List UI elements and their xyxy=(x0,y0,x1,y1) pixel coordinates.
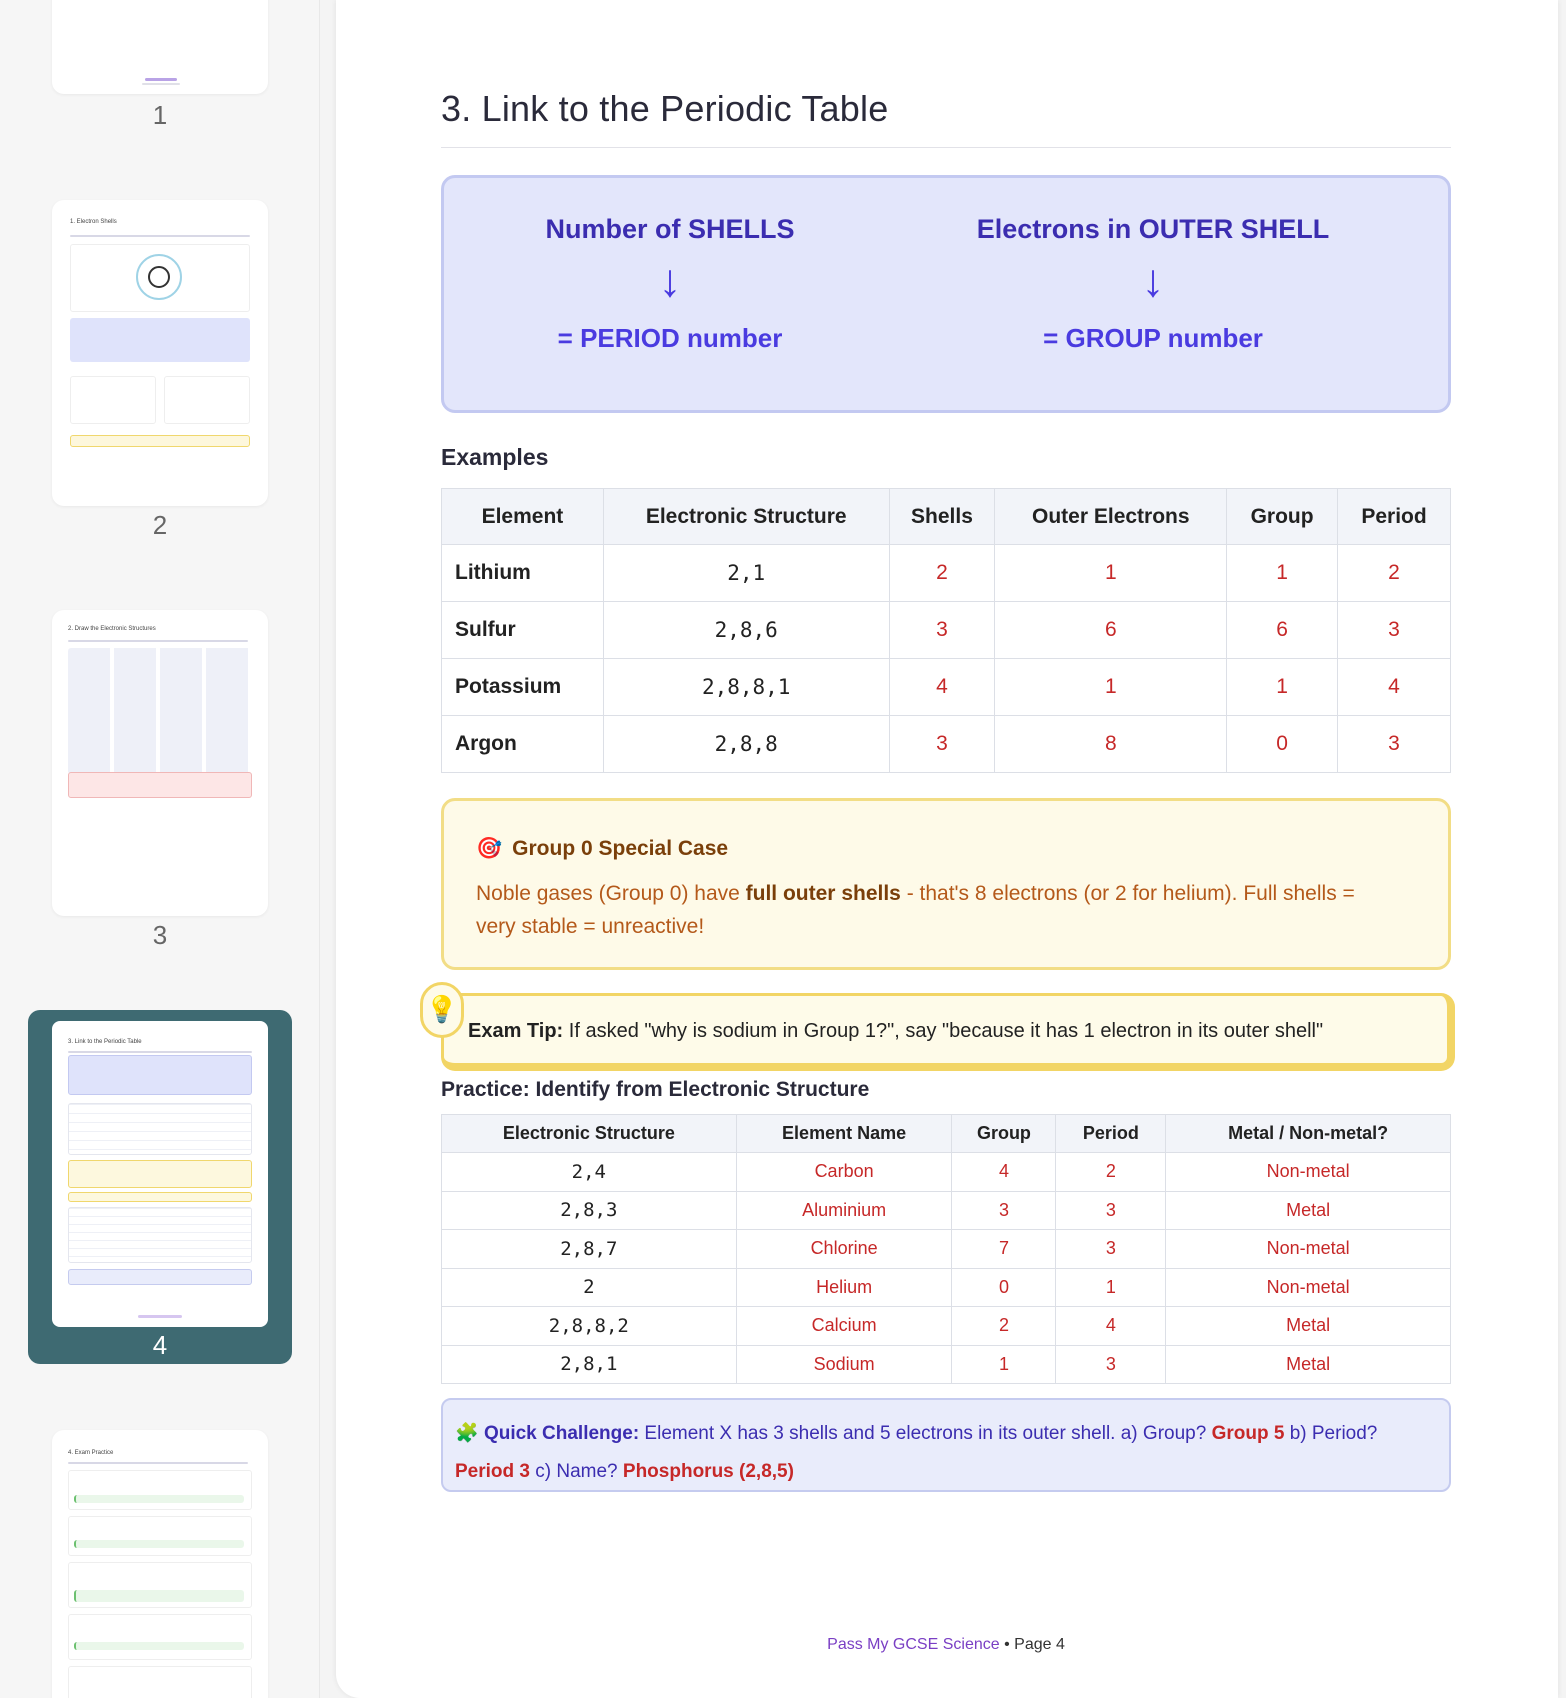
special-case-text xyxy=(476,877,1396,943)
examples-table xyxy=(441,488,1451,773)
thumbnail-title: 4. Exam Practice xyxy=(68,1450,114,1456)
element-name-cell: Aluminium xyxy=(736,1191,952,1230)
challenge-answer: Group 5 xyxy=(1211,1423,1285,1444)
element-name-cell: Helium xyxy=(736,1268,952,1307)
document-page xyxy=(336,0,1558,1698)
period-cell: 3 xyxy=(1338,716,1451,773)
element-name-cell: Sodium xyxy=(736,1345,952,1384)
shells-cell: 2 xyxy=(889,545,995,602)
puzzle-icon: 🧩 xyxy=(455,1423,479,1444)
group-cell: 1 xyxy=(952,1345,1056,1384)
challenge-text-part: Element X has 3 shells and 5 electrons in its outer shell. a) Group? xyxy=(639,1423,1212,1444)
exam-tip-box xyxy=(425,993,1455,1071)
table-row xyxy=(442,1230,1451,1269)
group-cell: 1 xyxy=(1227,659,1338,716)
period-cell: 3 xyxy=(1056,1230,1166,1269)
title-divider xyxy=(441,147,1451,148)
shells-column xyxy=(450,214,890,354)
column-header: Metal / Non-metal? xyxy=(1166,1115,1451,1153)
group-cell: 6 xyxy=(1227,602,1338,659)
metal-cell: Metal xyxy=(1166,1191,1451,1230)
table-row xyxy=(442,1307,1451,1346)
structure-cell: 2,8,8,2 xyxy=(442,1307,737,1346)
challenge-answer: Phosphorus (2,8,5) xyxy=(622,1461,794,1482)
down-arrow-icon: ↓ xyxy=(658,254,682,306)
special-text-part: - that's 8 electrons (or 2 for helium). Full shells = very stable = unreactive! xyxy=(476,882,1355,938)
table-row xyxy=(442,716,1451,773)
structure-cell: 2,8,8 xyxy=(603,716,889,773)
element-name-cell: Carbon xyxy=(736,1153,952,1192)
structure-cell: 2,8,1 xyxy=(442,1345,737,1384)
column-header: Electronic Structure xyxy=(442,1115,737,1153)
thumbnail-title: 2. Draw the Electronic Structures xyxy=(68,626,156,632)
metal-cell: Non-metal xyxy=(1166,1230,1451,1269)
element-name-cell: Chlorine xyxy=(736,1230,952,1269)
table-row xyxy=(442,1268,1451,1307)
group-cell: 0 xyxy=(1227,716,1338,773)
period-cell: 3 xyxy=(1056,1191,1166,1230)
page-footer xyxy=(441,1636,1451,1654)
table-row xyxy=(442,1153,1451,1192)
thumbnail-title: 3. Link to the Periodic Table xyxy=(68,1039,142,1045)
table-row xyxy=(442,545,1451,602)
element-name-cell: Calcium xyxy=(736,1307,952,1346)
element-cell: Lithium xyxy=(442,545,604,602)
period-cell: 3 xyxy=(1338,602,1451,659)
period-cell: 2 xyxy=(1056,1153,1166,1192)
group-equation: = GROUP number xyxy=(1043,323,1263,353)
structure-cell: 2,8,7 xyxy=(442,1230,737,1269)
group-cell: 2 xyxy=(952,1307,1056,1346)
structure-cell: 2,8,8,1 xyxy=(603,659,889,716)
challenge-text-part: b) Period? xyxy=(1284,1423,1378,1444)
metal-cell: Non-metal xyxy=(1166,1268,1451,1307)
table-header-row xyxy=(442,489,1451,545)
thumbnail-title: 1. Electron Shells xyxy=(70,219,117,225)
special-text-bold: full outer shells xyxy=(745,882,901,905)
group-cell: 4 xyxy=(952,1153,1056,1192)
structure-cell: 2 xyxy=(442,1268,737,1307)
thumbnail-page-5[interactable] xyxy=(52,1430,268,1698)
element-cell: Sulfur xyxy=(442,602,604,659)
group-cell: 0 xyxy=(952,1268,1056,1307)
metal-cell: Metal xyxy=(1166,1345,1451,1384)
exam-tip-body: If asked "why is sodium in Group 1?", say "because it has 1 electron in its outer shell" xyxy=(563,1020,1324,1042)
quick-challenge-text xyxy=(455,1415,1440,1491)
column-header: Element Name xyxy=(736,1115,952,1153)
structure-cell: 2,1 xyxy=(603,545,889,602)
lightbulb-icon: 💡 xyxy=(420,982,464,1038)
period-equation: = PERIOD number xyxy=(557,323,783,353)
period-cell: 4 xyxy=(1338,659,1451,716)
thumbnail-page-4-selected[interactable] xyxy=(28,1010,292,1364)
column-header: Period xyxy=(1056,1115,1166,1153)
footer-separator: • xyxy=(999,1636,1015,1653)
thumbnail-number: 2 xyxy=(152,510,168,540)
structure-cell: 2,4 xyxy=(442,1153,737,1192)
table-row xyxy=(442,1345,1451,1384)
column-header: Period xyxy=(1338,489,1451,545)
column-header: Outer Electrons xyxy=(995,489,1227,545)
column-header: Element xyxy=(442,489,604,545)
thumbnail-number: 3 xyxy=(152,920,168,950)
special-text-part: Noble gases (Group 0) have xyxy=(476,882,746,905)
thumbnail-page-1[interactable] xyxy=(52,0,268,94)
column-header: Group xyxy=(952,1115,1056,1153)
footer-page-number: Page 4 xyxy=(1014,1636,1065,1653)
shells-cell: 3 xyxy=(889,716,995,773)
shells-heading: Number of SHELLS xyxy=(545,214,795,244)
period-cell: 4 xyxy=(1056,1307,1166,1346)
outer-cell: 6 xyxy=(995,602,1227,659)
group-0-special-case-box xyxy=(441,798,1451,970)
table-row xyxy=(442,1191,1451,1230)
page-title: 3. Link to the Periodic Table xyxy=(441,88,889,129)
outer-cell: 8 xyxy=(995,716,1227,773)
period-cell: 3 xyxy=(1056,1345,1166,1384)
shells-cell: 4 xyxy=(889,659,995,716)
outer-shell-heading: Electrons in OUTER SHELL xyxy=(976,214,1330,244)
exam-tip-label: Exam Tip: xyxy=(468,1020,564,1042)
period-cell: 1 xyxy=(1056,1268,1166,1307)
challenge-label: Quick Challenge: xyxy=(483,1423,640,1444)
periodic-link-box xyxy=(441,175,1451,413)
metal-cell: Non-metal xyxy=(1166,1153,1451,1192)
shells-cell: 3 xyxy=(889,602,995,659)
structure-cell: 2,8,6 xyxy=(603,602,889,659)
down-arrow-icon: ↓ xyxy=(1141,254,1165,306)
exam-tip-text xyxy=(468,1020,1323,1043)
challenge-answer: Period 3 xyxy=(455,1461,530,1482)
thumbnail-sidebar xyxy=(0,0,320,1698)
practice-table xyxy=(441,1114,1451,1384)
special-case-title: Group 0 Special Case xyxy=(512,837,729,860)
group-cell: 7 xyxy=(952,1230,1056,1269)
footer-brand: Pass My GCSE Science xyxy=(827,1636,1000,1653)
table-row xyxy=(442,602,1451,659)
target-icon: 🎯 xyxy=(476,837,503,860)
table-header-row xyxy=(442,1115,1451,1153)
outer-cell: 1 xyxy=(995,545,1227,602)
thumbnail-page-3[interactable] xyxy=(52,610,268,916)
quick-challenge-box xyxy=(441,1398,1451,1492)
metal-cell: Metal xyxy=(1166,1307,1451,1346)
structure-cell: 2,8,3 xyxy=(442,1191,737,1230)
examples-heading: Examples xyxy=(441,444,549,470)
column-header: Shells xyxy=(889,489,995,545)
outer-shell-column xyxy=(933,214,1373,354)
group-cell: 3 xyxy=(952,1191,1056,1230)
table-row xyxy=(442,659,1451,716)
special-case-heading xyxy=(476,837,728,861)
group-cell: 1 xyxy=(1227,545,1338,602)
element-cell: Argon xyxy=(442,716,604,773)
outer-cell: 1 xyxy=(995,659,1227,716)
column-header: Group xyxy=(1227,489,1338,545)
practice-heading: Practice: Identify from Electronic Structure xyxy=(441,1078,870,1101)
period-cell: 2 xyxy=(1338,545,1451,602)
column-header: Electronic Structure xyxy=(603,489,889,545)
thumbnail-number: 4 xyxy=(152,1330,168,1360)
element-cell: Potassium xyxy=(442,659,604,716)
challenge-text-part: c) Name? xyxy=(529,1461,623,1482)
thumbnail-page-2[interactable] xyxy=(52,200,268,506)
thumbnail-number: 1 xyxy=(152,100,168,130)
